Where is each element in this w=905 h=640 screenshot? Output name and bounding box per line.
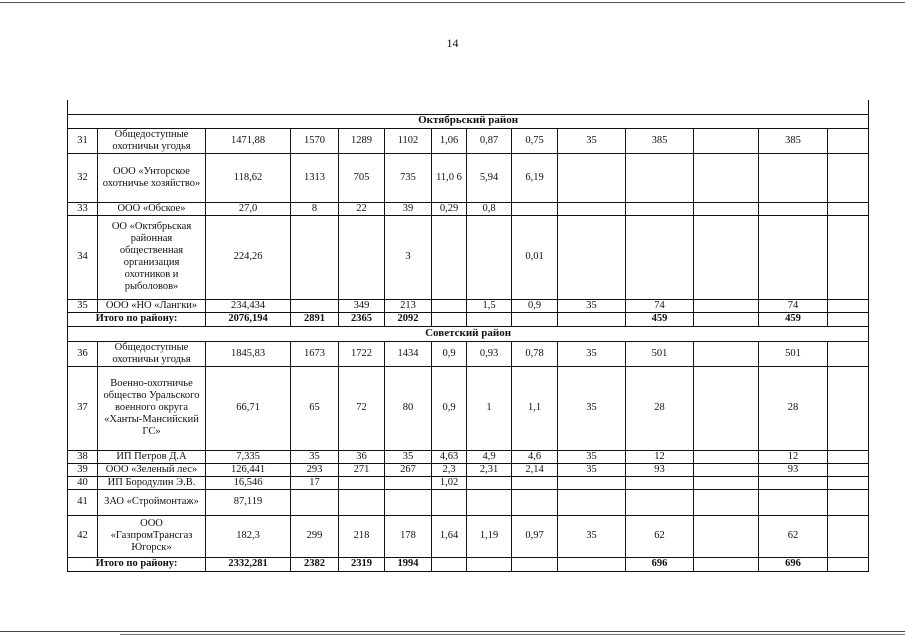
hunting-grounds-table: [67, 100, 869, 572]
table-row: 36 Общедоступные охотничьи угодья 1845,83 1673 1722 1434 0,9 0,93 0,78 35 501 501: [68, 341, 869, 366]
table-row: 38 ИП Петров Д.А 7,335 35 36 35 4,63 4,9 4,6 35 12 12: [68, 450, 869, 463]
table-row: 42 ООО «ГазпромТрансгаз Югорск» 182,3 299 218 178 1,64 1,19 0,97 35 62 62: [68, 515, 869, 557]
scan-edge-bottom-2: [120, 634, 905, 635]
table-row: 37 Военно-охотничье общество Уральского военного округа «Ханты-Мансийский ГС» 66,71 65 72 80 0,9 1 1,1 35 28 28: [68, 366, 869, 450]
page-number: 14: [446, 36, 459, 50]
header-spacer-row: [68, 100, 869, 114]
section-title: Советский район: [68, 326, 869, 341]
section-row-sovetsky: [68, 326, 869, 341]
table-row: 34 ОО «Октябрьская районная общественная организация охотников и рыболовов» 224,26 3 0,01: [68, 215, 869, 299]
section-row-oktyabrsky: [68, 114, 869, 128]
total-row: Итого по району: 2332,281 2382 2319 1994 696 696: [68, 557, 869, 571]
table-row: 35 ООО «НО «Лангки» 234,434 349 213 1,5 0,9 35 74 74: [68, 299, 869, 312]
table-row: 41 ЗАО «Строймонтаж» 87,119: [68, 489, 869, 515]
table-row: 31 Общедоступные охотничьи угодья 1471,88 1570 1289 1102 1,06 0,87 0,75 35 385 385: [68, 128, 869, 153]
section-title: Октябрьский район: [68, 114, 869, 128]
scan-edge-top: [0, 2, 905, 3]
table-row: 32 ООО «Унторское охотничье хозяйство» 118,62 1313 705 735 11,0 6 5,94 6,19: [68, 153, 869, 202]
table-row: 40 ИП Бородулин Э.В. 16,546 17 1,02: [68, 476, 869, 489]
table-row: 33 ООО «Обское» 27,0 8 22 39 0,29 0,8: [68, 202, 869, 215]
total-row: Итого по району: 2076,194 2891 2365 2092 459 459: [68, 312, 869, 326]
scan-edge-bottom: [0, 631, 905, 632]
table-row: 39 ООО «Зеленый лес» 126,441 293 271 267 2,3 2,31 2,14 35 93 93: [68, 463, 869, 476]
